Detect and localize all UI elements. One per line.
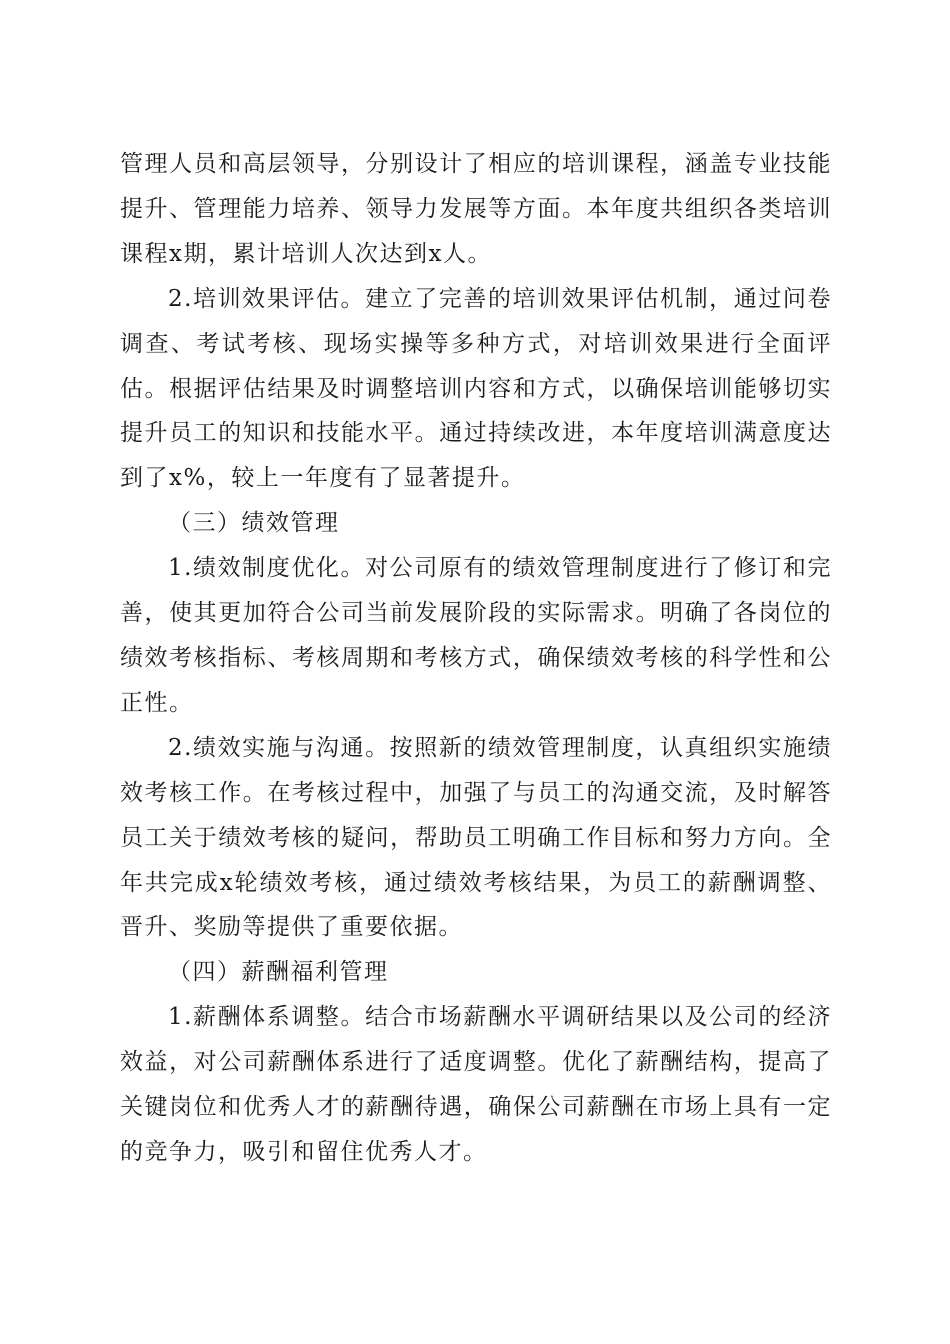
paragraph-training-evaluation: 2.培训效果评估。建立了完善的培训效果评估机制，通过问卷调查、考试考核、现场实操等多种方式，对培训效果进行全面评估。根据评估结果及时调整培训内容和方式，以确保培训能够切实提升员工的知识和技能水平。通过持续改进，本年度培训满意度达到了x%，较上一年度有了显著提升。 bbox=[120, 285, 832, 492]
paragraph-training-courses: 管理人员和高层领导，分别设计了相应的培训课程，涵盖专业技能提升、管理能力培养、领导力发展等方面。本年度共组织各类培训课程x期，累计培训人次达到x人。 bbox=[120, 151, 832, 267]
document-page bbox=[120, 142, 832, 1175]
paragraph-compensation-system: 1.薪酬体系调整。结合市场薪酬水平调研结果以及公司的经济效益，对公司薪酬体系进行了适度调整。优化了薪酬结构，提高了关键岗位和优秀人才的薪酬待遇，确保公司薪酬在市场上具有一定的竞争力，吸引和留住优秀人才。 bbox=[120, 1004, 832, 1165]
section-heading-compensation: （四）薪酬福利管理 bbox=[168, 959, 389, 986]
section-heading-performance: （三）绩效管理 bbox=[168, 510, 340, 537]
paragraph-performance-implementation: 2.绩效实施与沟通。按照新的绩效管理制度，认真组织实施绩效考核工作。在考核过程中，加强了与员工的沟通交流，及时解答员工关于绩效考核的疑问，帮助员工明确工作目标和努力方向。全年共完成x轮绩效考核，通过绩效考核结果，为员工的薪酬调整、晋升、奖励等提供了重要依据。 bbox=[120, 734, 832, 941]
paragraph-performance-system: 1.绩效制度优化。对公司原有的绩效管理制度进行了修订和完善，使其更加符合公司当前发展阶段的实际需求。明确了各岗位的绩效考核指标、考核周期和考核方式，确保绩效考核的科学性和公正性。 bbox=[120, 555, 832, 716]
